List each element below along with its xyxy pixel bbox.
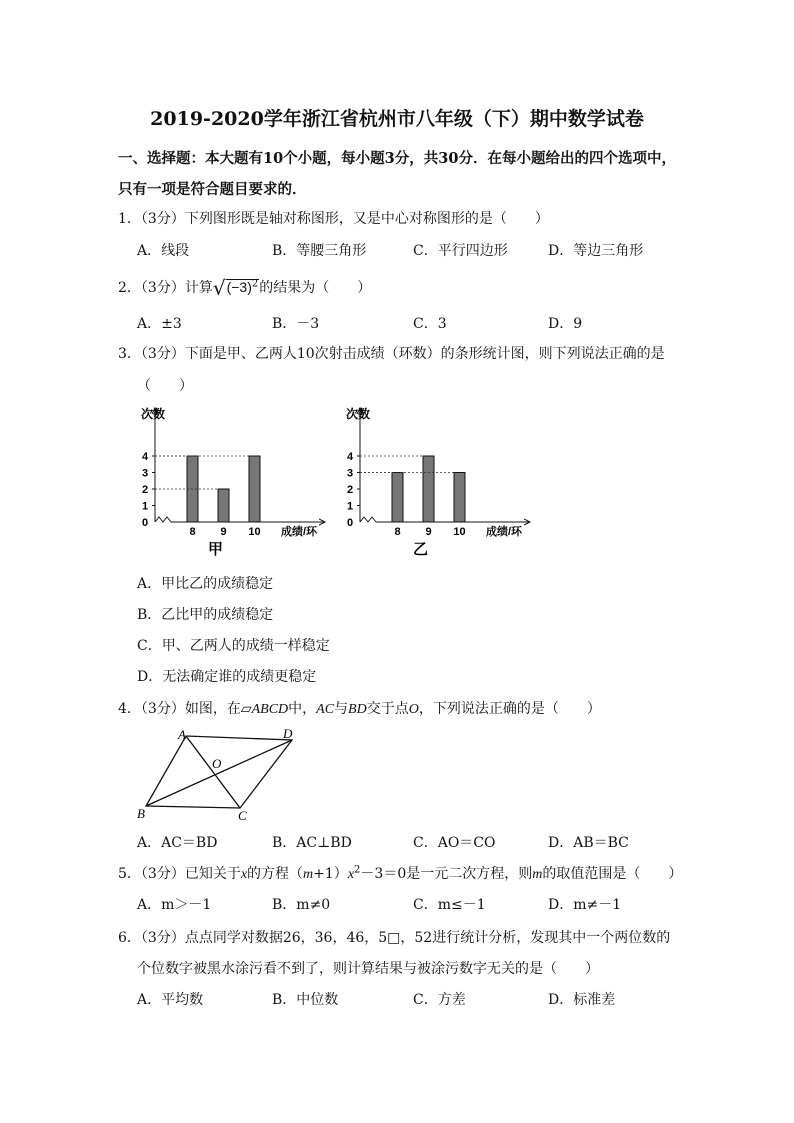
- chart0-x-label: 成绩/环: [281, 526, 318, 538]
- q2-radicand: [226, 279, 260, 296]
- label-b: B: [137, 806, 145, 821]
- q6-option-c: C．方差: [413, 992, 466, 1008]
- sqrt-symbol: √: [212, 276, 226, 300]
- chart0-title: 甲: [207, 541, 224, 558]
- q2-option-d: D．9: [548, 316, 583, 332]
- chart0-y-tick-label: 1: [142, 500, 149, 513]
- chart1-y-tick-label: 1: [347, 500, 354, 513]
- q3-option-b: B．乙比甲的成绩稳定: [137, 607, 274, 623]
- q3-bar-charts: [135, 400, 555, 560]
- q4-stem-part: 交于点: [366, 701, 409, 717]
- q4-var-ac: AC: [316, 702, 335, 717]
- q4-stem-part: 中，: [288, 701, 317, 717]
- q5-stem-part: +1）: [313, 866, 348, 882]
- q3-option-a: A．甲比乙的成绩稳定: [137, 576, 274, 592]
- chart0-bar: [218, 489, 229, 522]
- chart1-axis-break: [360, 517, 376, 522]
- q4-var-abcd: ABCD: [251, 702, 289, 717]
- chart1-bar: [454, 473, 465, 523]
- chart1-y-tick-label: 4: [347, 451, 354, 463]
- question-3-stem-line1: 3．（3分）下面是甲、乙两人10次射击成绩（环数）的条形统计图，则下列说法正确的是: [118, 346, 665, 362]
- chart1-x-tick-label: 8: [394, 526, 401, 538]
- q5-stem-part: 5．（3分）已知关于: [118, 866, 241, 882]
- q6-option-b: B．中位数: [272, 992, 339, 1008]
- q2-option-c: C．3: [413, 316, 447, 332]
- chart-jia: [141, 406, 325, 558]
- q6-option-d: D．标准差: [548, 992, 616, 1008]
- label-o: O: [212, 756, 222, 771]
- q1-option-d: D．等边三角形: [548, 243, 644, 259]
- question-3-stem-line2: （ ）: [137, 378, 193, 394]
- label-d: D: [283, 726, 293, 741]
- question-1-stem: 1．（3分）下列图形既是轴对称图形，又是中心对称图形的是（ ）: [118, 211, 549, 227]
- q4-var-bd: BD: [348, 702, 367, 717]
- q5-var-x: x: [240, 867, 248, 882]
- chart0-x-tick-label: 10: [248, 526, 261, 538]
- chart0-y-tick-label: 3: [142, 467, 149, 480]
- chart1-y-tick-label: 0: [347, 517, 354, 529]
- q2-radicand-exp: 2: [251, 278, 259, 290]
- q1-option-b: B．等腰三角形: [272, 243, 367, 259]
- q4-option-a: A．AC＝BD: [137, 835, 218, 851]
- q4-stem-part: 与: [334, 701, 349, 717]
- q1-option-a: A．线段: [137, 243, 190, 259]
- q5-option-b: B．m≠0: [272, 897, 331, 913]
- chart1-y-tick-label: 3: [347, 467, 354, 480]
- chart0-x-tick-label: 8: [189, 526, 196, 538]
- chart0-y-tick-label: 0: [142, 517, 149, 529]
- parallelogram-figure: [130, 722, 310, 822]
- q5-stem-part: 的方程（: [247, 866, 304, 882]
- chart0-y-label: 次数: [141, 407, 166, 421]
- q5-stem-part: －3＝0是一元二次方程，则: [360, 866, 533, 882]
- chart0-y-tick-label: 2: [142, 484, 149, 496]
- q4-stem-part: 4．（3分）如图，在▱: [118, 701, 252, 717]
- q5-option-c: C．m≤－1: [413, 897, 486, 913]
- q2-suffix: 的结果为（ ）: [259, 280, 372, 296]
- q5-var-x-squared: x: [347, 867, 355, 882]
- q4-option-d: D．AB＝BC: [548, 835, 629, 851]
- q4-stem-part: ，下列说法正确的是（ ）: [418, 701, 601, 717]
- chart0-x-tick-label: 9: [220, 526, 227, 538]
- chart1-title: 乙: [412, 541, 429, 558]
- chart0-axis-break: [155, 517, 171, 522]
- q3-option-d: D．无法确定谁的成绩更稳定: [137, 669, 317, 685]
- q3-option-c: C．甲、乙两人的成绩一样稳定: [137, 638, 330, 654]
- chart1-bar: [392, 473, 403, 523]
- q2-option-b: B．－3: [272, 316, 320, 332]
- q6-option-a: A．平均数: [137, 992, 204, 1008]
- page-title: 2019-2020学年浙江省杭州市八年级（下）期中数学试卷: [150, 108, 644, 130]
- chart1-bar: [423, 456, 434, 522]
- question-2-stem: [118, 273, 372, 300]
- q5-var-m: m: [532, 867, 543, 882]
- chart0-bar: [249, 456, 260, 522]
- chart1-x-tick-label: 9: [425, 526, 432, 538]
- q2-prefix: 2．（3分）计算: [118, 280, 213, 296]
- chart1-x-tick-label: 10: [453, 526, 466, 538]
- q4-option-c: C．AO＝CO: [413, 835, 496, 851]
- q4-option-b: B．AC⊥BD: [272, 835, 352, 851]
- label-c: C: [238, 808, 247, 822]
- q4-var-o: O: [408, 702, 419, 717]
- section-heading-line2: 只有一项是符合题目要求的．: [118, 181, 307, 198]
- q5-stem-part: 的取值范围是（ ）: [542, 866, 683, 882]
- diagonal-ac: [186, 736, 240, 808]
- chart1-x-label: 成绩/环: [486, 526, 523, 538]
- q5-exponent: 2: [354, 864, 361, 876]
- section-heading-line1: 一、选择题：本大题有10个小题，每小题3分，共30分．在每小题给出的四个选项中，: [118, 150, 676, 167]
- q5-var-m: m: [303, 867, 314, 882]
- parallelogram-abcd: [146, 736, 292, 808]
- q5-option-d: D．m≠－1: [548, 897, 622, 913]
- question-6-stem-line2: 个位数字被黑水涂污看不到了，则计算结果与被涂污数字无关的是（ ）: [137, 961, 599, 977]
- chart1-y-tick-label: 2: [347, 484, 354, 496]
- question-4-stem: [118, 698, 601, 718]
- q1-option-c: C．平行四边形: [413, 243, 508, 259]
- chart-yi: [346, 406, 530, 558]
- q5-option-a: A．m＞－1: [137, 897, 212, 913]
- chart0-y-tick-label: 4: [142, 451, 149, 463]
- diagonal-bd: [146, 740, 292, 806]
- question-6-stem-line1: 6．（3分）点点同学对数据26，36，46，5□，52进行统计分析，发现其中一个两位数的: [118, 930, 671, 946]
- chart1-y-label: 次数: [346, 407, 371, 421]
- q2-option-a: A．±3: [137, 316, 182, 332]
- label-a: A: [178, 727, 186, 742]
- question-5-stem: [118, 863, 682, 883]
- q2-radicand-base: (−3): [226, 279, 252, 295]
